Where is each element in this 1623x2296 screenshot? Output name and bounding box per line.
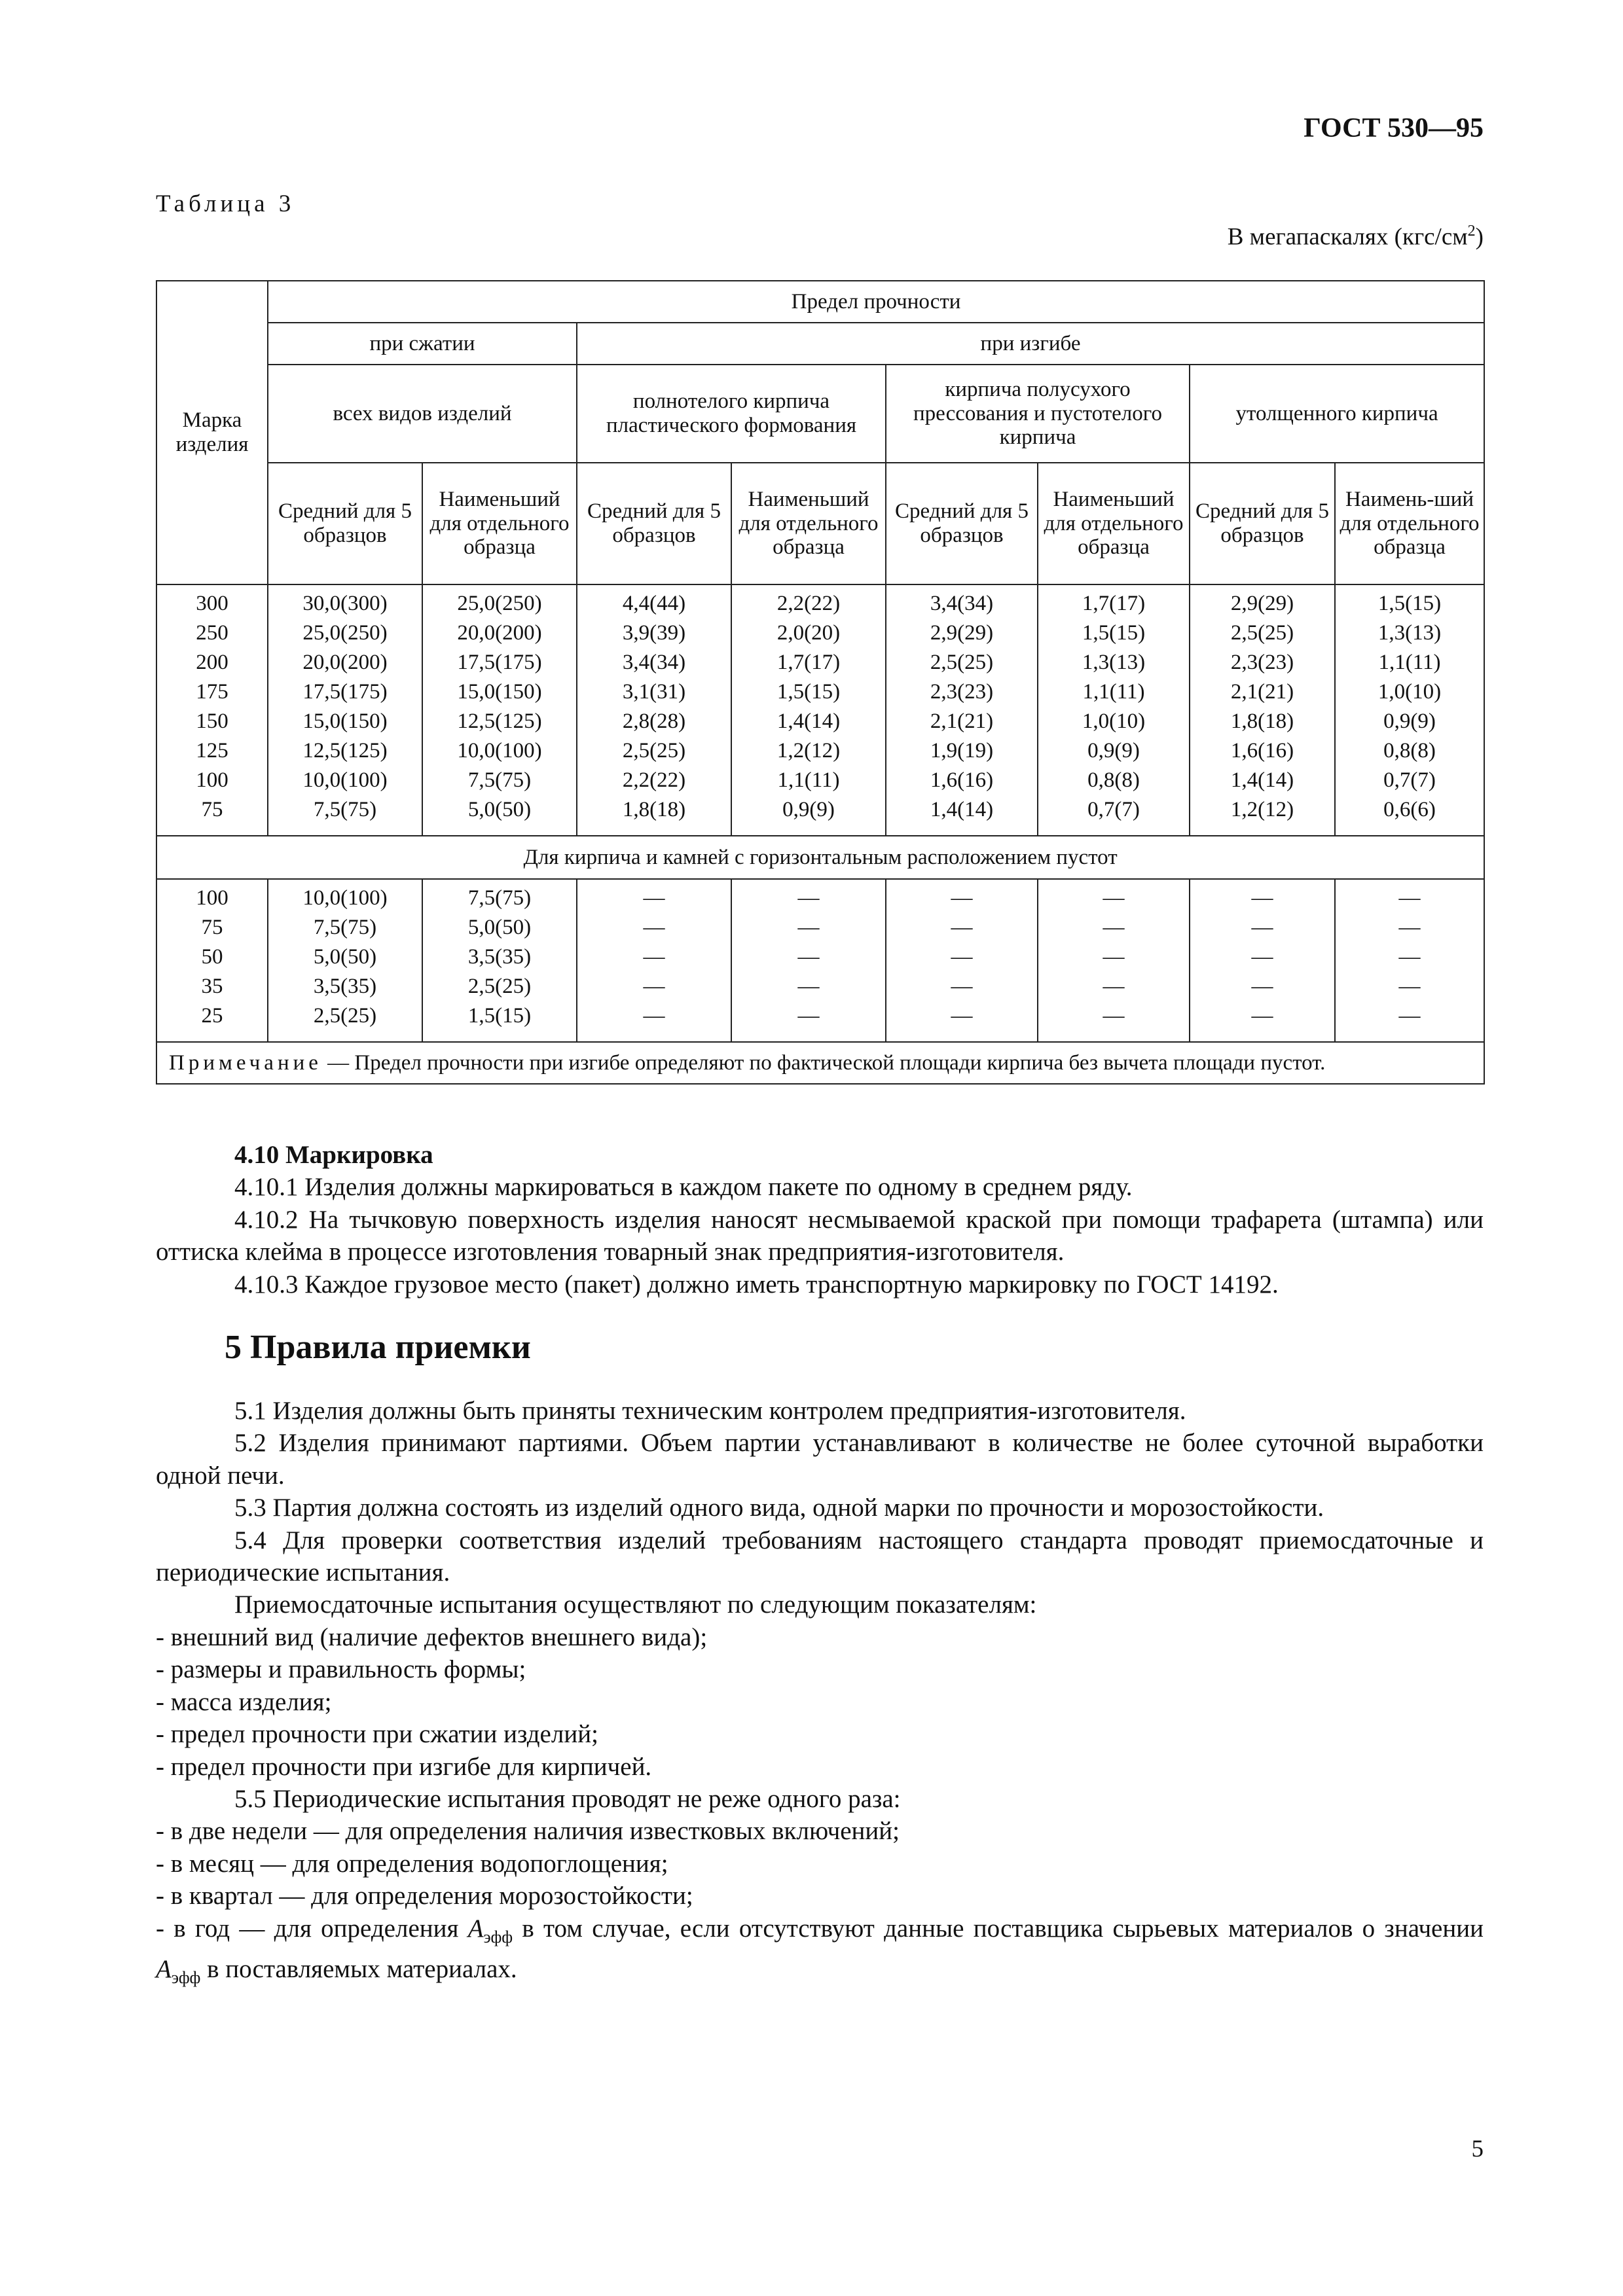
semidry-brick-header: кирпича полусухого прессования и пустотелого кирпича — [886, 365, 1190, 463]
block1-col-4: 3,4(34) 2,9(29) 2,5(25) 2,3(23) 2,1(21) 1,9(19) 1,6(16) 1,4(14) — [886, 584, 1038, 836]
list-item: - внешний вид (наличие дефектов внешнего вида); — [156, 1623, 708, 1651]
block2-dash-col: — — — — — — [731, 879, 886, 1042]
list-item-last: - в год — для определения $A_{эфф}$ в том случае, если отсутствуют данные поставщика сырьевых материалов о значении $A_{эфф}$ в поставляемых материалах. — [156, 1914, 1484, 1987]
strength-header: Предел прочности — [268, 281, 1484, 323]
col-mark-header: Марка изделия — [156, 281, 268, 584]
list-item: - в две недели — для определения наличия известковых включений; — [156, 1817, 900, 1846]
compression-header: при сжатии — [268, 323, 577, 365]
list-item: - масса изделия; — [156, 1687, 332, 1716]
block2-dash-col: — — — — — — [1038, 879, 1190, 1042]
block2-dash-col: — — — — — — [577, 879, 731, 1042]
block1-col-3: 2,2(22) 2,0(20) 1,7(17) 1,5(15) 1,4(14) 1,2(12) 1,1(11) 0,9(9) — [731, 584, 886, 836]
acceptance-intro: Приемосдаточные испытания осуществляют по следующим показателям: — [234, 1590, 1037, 1619]
horizontal-voids-caption: Для кирпича и камней с горизонтальным расположением пустот — [156, 836, 1484, 879]
all-products-header: всех видов изделий — [268, 365, 577, 463]
block1-marks: 300 250 200 175 150 125 100 75 — [156, 584, 268, 836]
paragraph-4-10-1: 4.10.1 Изделия должны маркироваться в каждом пакете по одному в среднем ряду. — [234, 1173, 1133, 1202]
list-item: - в квартал — для определения морозостойкости; — [156, 1882, 693, 1910]
sub-min: Наименьший для отдельного образца — [1038, 463, 1190, 584]
sub-min: Наимень-ший для отдельного образца — [1335, 463, 1484, 584]
block2-col-1: 7,5(75) 5,0(50) 3,5(35) 2,5(25) 1,5(15) — [422, 879, 577, 1042]
sub-min: Наименьший для отдельного образца — [731, 463, 886, 584]
table-caption: Таблица 3 — [156, 190, 295, 217]
paragraph-4-10-2: 4.10.2 На тычковую поверхность изделия наносят несмываемой краской при помощи трафарета (штампа) или оттиска клейма в процессе изготовления товарный знак предприятия-изготовителя. — [156, 1205, 1484, 1266]
sub-avg: Средний для 5 образцов — [268, 463, 422, 584]
block1-col-0: 30,0(300) 25,0(250) 20,0(200) 17,5(175) 15,0(150) 12,5(125) 10,0(100) 7,5(75) — [268, 584, 422, 836]
standard-number: ГОСТ 530—95 — [1304, 113, 1484, 143]
list-item: - предел прочности при изгибе для кирпичей. — [156, 1752, 652, 1781]
block2-col-0: 10,0(100) 7,5(75) 5,0(50) 3,5(35) 2,5(25) — [268, 879, 422, 1042]
block1-col-7: 1,5(15) 1,3(13) 1,1(11) 1,0(10) 0,9(9) 0,8(8) 0,7(7) 0,6(6) — [1335, 584, 1484, 836]
block2-dash-col: — — — — — — [1335, 879, 1484, 1042]
block1-col-2: 4,4(44) 3,9(39) 3,4(34) 3,1(31) 2,8(28) 2,5(25) 2,2(22) 1,8(18) — [577, 584, 731, 836]
paragraph-5-2: 5.2 Изделия принимают партиями. Объем партии устанавливают в количестве не более суточной выработки одной печи. — [156, 1429, 1484, 1490]
section-4-10-title: 4.10 Маркировка — [234, 1141, 433, 1169]
bending-header: при изгибе — [577, 323, 1484, 365]
paragraph-5-1: 5.1 Изделия должны быть приняты техническим контролем предприятия-изготовителя. — [234, 1397, 1186, 1426]
paragraph-5-3: 5.3 Партия должна состоять из изделий одного вида, одной марки по прочности и морозостойкости. — [234, 1494, 1324, 1522]
sub-avg: Средний для 5 образцов — [886, 463, 1038, 584]
block2-dash-col: — — — — — — [886, 879, 1038, 1042]
solid-brick-header: полнотелого кирпича пластического формования — [577, 365, 886, 463]
table-row-block2 — [156, 879, 1484, 1042]
paragraph-5-5: 5.5 Периодические испытания проводят не реже одного раза: — [234, 1784, 901, 1813]
paragraph-4-10-3: 4.10.3 Каждое грузовое место (пакет) должно иметь транспортную маркировку по ГОСТ 14192. — [234, 1270, 1279, 1299]
thick-brick-header: утолщенного кирпича — [1190, 365, 1484, 463]
sub-min: Наименьший для отдельного образца — [422, 463, 577, 584]
list-item: - предел прочности при сжатии изделий; — [156, 1720, 598, 1749]
section-5-title: 5 Правила приемки — [225, 1329, 531, 1367]
sub-avg: Средний для 5 образцов — [1190, 463, 1335, 584]
paragraph-5-4: 5.4 Для проверки соответствия изделий требованиям настоящего стандарта проводят приемосдаточные и периодические испытания. — [156, 1526, 1484, 1587]
document-body — [156, 1139, 1484, 1994]
list-item: - в месяц — для определения водопоглощения; — [156, 1849, 668, 1878]
block1-col-6: 2,9(29) 2,5(25) 2,3(23) 2,1(21) 1,8(18) 1,6(16) 1,4(14) 1,2(12) — [1190, 584, 1335, 836]
sub-avg: Средний для 5 образцов — [577, 463, 731, 584]
block2-dash-col: — — — — — — [1190, 879, 1335, 1042]
block1-col-1: 25,0(250) 20,0(200) 17,5(175) 15,0(150) 12,5(125) 10,0(100) 7,5(75) 5,0(50) — [422, 584, 577, 836]
page-number: 5 — [1471, 2136, 1484, 2162]
list-item: - размеры и правильность формы; — [156, 1655, 526, 1684]
block1-col-5: 1,7(17) 1,5(15) 1,3(13) 1,1(11) 1,0(10) 0,9(9) 0,8(8) 0,7(7) — [1038, 584, 1190, 836]
table-row-block1 — [156, 584, 1484, 836]
strength-table — [156, 280, 1485, 1085]
block2-marks: 100 75 50 35 25 — [156, 879, 268, 1042]
table-units: В мегапаскалях $(кгс/см^2)$ — [1227, 223, 1484, 251]
table-note: Примечание — Предел прочности при изгибе определяют по фактической площади кирпича без вычета площади пустот. — [156, 1042, 1484, 1084]
